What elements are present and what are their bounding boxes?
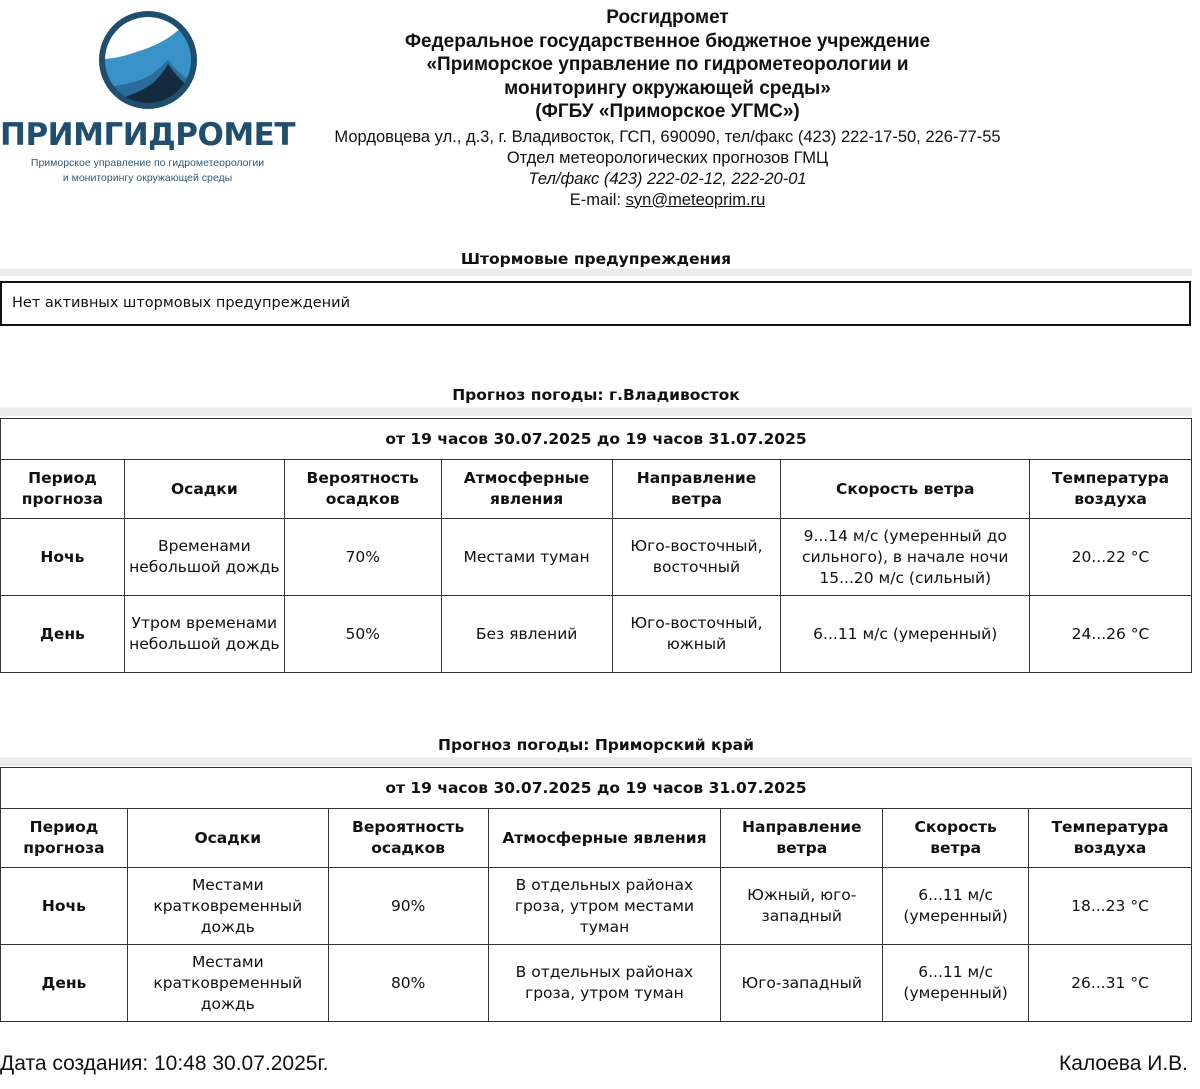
column-header: Температура воздуха	[1029, 809, 1192, 868]
wind-direction-cell: Юго-западный	[721, 945, 883, 1022]
phenomena-cell: Без явлений	[441, 596, 612, 673]
wind-speed-cell: 6...11 м/с (умеренный)	[883, 868, 1029, 945]
probability-cell: 70%	[284, 519, 441, 596]
creation-date: Дата создания: 10:48 30.07.2025г.	[0, 1052, 329, 1075]
precip-cell: Временами небольшой дождь	[124, 519, 284, 596]
logo-subtitle-line: Приморское управление по гидрометеорологии	[30, 157, 265, 169]
period-cell: Ночь	[1, 519, 125, 596]
wind-direction-cell: Юго-восточный, восточный	[612, 519, 781, 596]
org-line: (ФГБУ «Приморское УГМС»)	[535, 101, 800, 122]
org-department: Отдел метеорологических прогнозов ГМЦ	[506, 148, 829, 167]
wind-direction-cell: Южный, юго-западный	[721, 868, 883, 945]
org-email-line	[300, 190, 1035, 211]
org-phone: Тел/факс (423) 222-02-12, 222-20-01	[528, 169, 807, 188]
temperature-cell: 24...26 °C	[1030, 596, 1192, 673]
column-header: Скорость ветра	[781, 460, 1030, 519]
wind-direction-cell: Юго-восточный, южный	[612, 596, 781, 673]
email-label: E-mail:	[569, 190, 626, 209]
table-row	[1, 596, 1192, 673]
column-header: Вероятность осадков	[328, 809, 488, 868]
period-cell: День	[1, 596, 125, 673]
wind-speed-cell: 6...11 м/с (умеренный)	[781, 596, 1030, 673]
org-line: Федеральное государственное бюджетное учреждение	[404, 30, 931, 52]
logo-subtitle	[0, 156, 295, 186]
precip-cell: Местами кратковременный дождь	[127, 868, 328, 945]
logo-emblem-icon	[96, 8, 200, 112]
table-row	[1, 868, 1192, 945]
org-address: Мордовцева ул., д.3, г. Владивосток, ГСП, 690090, тел/факс (423) 222-17-50, 226-77-55	[334, 127, 1001, 146]
probability-cell: 50%	[284, 596, 441, 673]
period-cell: День	[1, 945, 128, 1022]
email-link[interactable]: syn@meteoprim.ru	[625, 190, 766, 209]
probability-cell: 80%	[328, 945, 488, 1022]
table-row	[1, 519, 1192, 596]
column-header: Скорость ветра	[883, 809, 1029, 868]
document-header	[0, 0, 1200, 230]
precip-cell: Местами кратковременный дождь	[127, 945, 328, 1022]
period-cell: Ночь	[1, 868, 128, 945]
phenomena-cell: Местами туман	[441, 519, 612, 596]
org-line: Росгидромет	[606, 7, 729, 28]
org-line: «Приморское управление по гидрометеорологии и	[426, 54, 909, 75]
temperature-cell: 26...31 °C	[1029, 945, 1192, 1022]
wind-speed-cell: 9...14 м/с (умеренный до сильного), в начале ночи 15...20 м/с (сильный)	[781, 519, 1030, 596]
forecast-range: от 19 часов 30.07.2025 до 19 часов 31.07.2025	[1, 768, 1192, 809]
temperature-cell: 18...23 °C	[1029, 868, 1192, 945]
author-name: Калоева И.В.	[1059, 1052, 1188, 1075]
org-line: мониторингу окружающей среды»	[504, 77, 831, 99]
column-header: Атмосферные явления	[441, 460, 612, 519]
primorye-forecast-title: Прогноз погоды: Приморский край	[0, 733, 1192, 766]
column-header: Температура воздуха	[1030, 460, 1192, 519]
precip-cell: Утром временами небольшой дождь	[124, 596, 284, 673]
storm-warnings-title: Штормовые предупреждения	[0, 247, 1192, 276]
organization-logo	[0, 8, 295, 208]
storm-warnings-message: Нет активных штормовых предупреждений	[12, 295, 350, 311]
logo-wordmark: ПРИМГИДРОМЕТ	[0, 117, 296, 153]
temperature-cell: 20...22 °C	[1030, 519, 1192, 596]
column-header: Направление ветра	[612, 460, 781, 519]
column-header: Направление ветра	[721, 809, 883, 868]
column-header: Вероятность осадков	[284, 460, 441, 519]
organization-info	[300, 6, 1035, 211]
column-header: Период прогноза	[1, 809, 128, 868]
forecast-range: от 19 часов 30.07.2025 до 19 часов 31.07.2025	[1, 419, 1192, 460]
column-header: Атмосферные явления	[488, 809, 721, 868]
storm-warnings-box	[0, 281, 1191, 326]
table-row	[1, 945, 1192, 1022]
column-header: Осадки	[127, 809, 328, 868]
probability-cell: 90%	[328, 868, 488, 945]
phenomena-cell: В отдельных районах гроза, утром местами туман	[488, 868, 721, 945]
wind-speed-cell: 6...11 м/с (умеренный)	[883, 945, 1029, 1022]
primorye-forecast-table	[0, 767, 1192, 1022]
logo-subtitle-line: и мониторингу окружающей среды	[62, 172, 233, 184]
vladivostok-forecast-title: Прогноз погоды: г.Владивосток	[0, 383, 1192, 416]
phenomena-cell: В отдельных районах гроза, утром туман	[488, 945, 721, 1022]
vladivostok-forecast-table	[0, 418, 1192, 673]
column-header: Период прогноза	[1, 460, 125, 519]
column-header: Осадки	[124, 460, 284, 519]
